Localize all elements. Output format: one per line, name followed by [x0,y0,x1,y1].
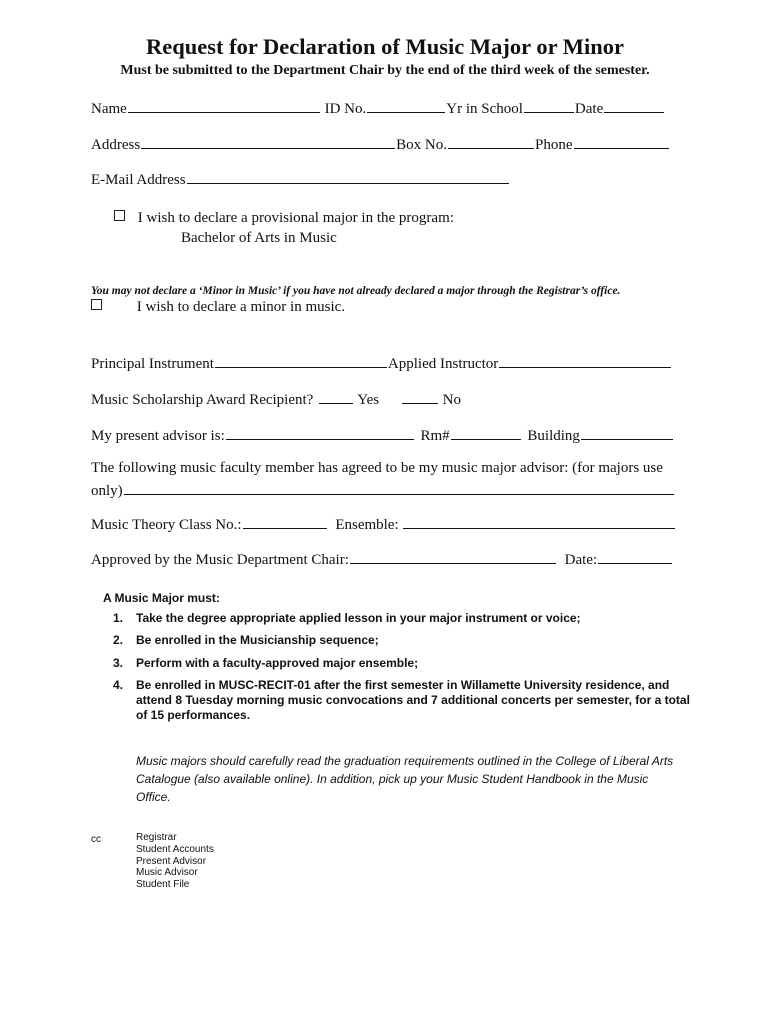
id-field[interactable] [367,98,445,113]
phone-label: Phone [535,137,573,153]
rm-field[interactable] [451,425,521,440]
ensemble-field[interactable] [403,514,675,529]
form-subtitle: Must be submitted to the Department Chair by the end of the third week of the semester. [120,63,650,78]
requirement-number: 1. [113,611,124,625]
address-field[interactable] [141,134,395,149]
date-field[interactable] [604,98,664,113]
requirement-number: 4. [113,678,124,692]
row-faculty-advisor [91,480,675,500]
approved-label: Approved by the Music Department Chair: [91,552,349,568]
advice-paragraph: Music majors should carefully read the graduation requirements outlined in the College of Liberal Arts Catalogue (also available online). In addition, pick up your Music Student Handbook in the Music Office. [136,754,674,804]
cc-recipient: Music Advisor [136,867,198,879]
building-field[interactable] [581,425,673,440]
email-field[interactable] [187,169,509,184]
minor-checkbox[interactable] [91,299,102,310]
rm-label: Rm# [420,428,450,444]
principal-field[interactable] [215,353,387,368]
requirement-item [113,611,693,626]
row-email [91,169,510,189]
form-title: Request for Declaration of Music Major or Minor [145,34,625,59]
requirement-number: 2. [113,633,124,647]
row-address [91,134,670,154]
email-label: E-Mail Address [91,172,186,188]
requirement-text: Be enrolled in MUSC-RECIT-01 after the first semester in Willamette University residence, and attend 8 Tuesday morning music convocations and 7 additional concerts per semester, for a total of 15 performances. [136,678,690,722]
cc-recipient: Registrar [136,832,177,843]
requirement-item [113,656,693,671]
minor-option-label: I wish to declare a minor in music. [136,299,346,315]
applied-field[interactable] [499,353,671,368]
address-label: Address [91,137,141,153]
requirement-number: 3. [113,656,124,670]
approved-date-field[interactable] [598,549,672,564]
yr-field[interactable] [524,98,574,113]
date-label: Date [574,101,604,117]
applied-label: Applied Instructor [387,356,499,372]
yes-label: Yes [357,392,380,408]
cc-recipient: Student Accounts [136,843,214,855]
advisor-field[interactable] [226,425,414,440]
requirement-text: Perform with a faculty-approved major ensemble; [136,656,419,670]
row-instrument [91,353,672,373]
approved-date-label: Date: [564,552,598,568]
faculty-advisor-label: only) [91,483,123,499]
cc-list [136,832,214,891]
requirement-text: Take the degree appropriate applied lesson in your major instrument or voice; [136,611,581,625]
scholarship-label: Music Scholarship Award Recipient? [91,392,314,408]
row-theory [91,514,676,534]
minor-note: You may not declare a ‘Minor in Music’ if you have not already declared a major through the Registrar’s office. [91,285,621,297]
requirement-text: Be enrolled in the Musicianship sequence; [136,633,379,647]
cc-label: cc [91,834,101,845]
no-label: No [442,392,461,408]
requirements-title: A Music Major must: [103,591,220,605]
yr-label: Yr in School [446,101,523,117]
faculty-advisor-field[interactable] [124,480,674,495]
major-option [114,210,454,227]
row-approval [91,549,673,569]
no-field[interactable] [402,389,438,404]
box-field[interactable] [448,134,534,149]
major-checkbox[interactable] [114,210,125,221]
major-option-label: I wish to declare a provisional major in the program: [137,210,454,226]
requirement-item [113,633,693,648]
phone-field[interactable] [574,134,669,149]
requirement-item [113,678,693,723]
major-program: Bachelor of Arts in Music [181,230,337,246]
advisor-label: My present advisor is: [91,428,225,444]
approved-field[interactable] [350,549,556,564]
name-field[interactable] [128,98,320,113]
faculty-advisor-line1: The following music faculty member has agreed to be my music major advisor: (for majors use [91,460,663,476]
cc-recipient: Present Advisor [136,855,207,867]
id-label: ID No. [324,101,367,117]
theory-field[interactable] [243,514,327,529]
name-label: Name [91,101,127,117]
minor-option [91,299,345,316]
building-label: Building [527,428,580,444]
theory-label: Music Theory Class No.: [91,517,242,533]
row-advisor [91,425,674,445]
cc-recipient: Student File [136,879,190,891]
yes-field[interactable] [319,389,353,404]
principal-label: Principal Instrument [91,356,214,372]
row-scholarship [91,389,461,409]
ensemble-label: Ensemble: [335,517,399,533]
row-name [91,98,665,118]
box-label: Box No. [396,137,448,153]
